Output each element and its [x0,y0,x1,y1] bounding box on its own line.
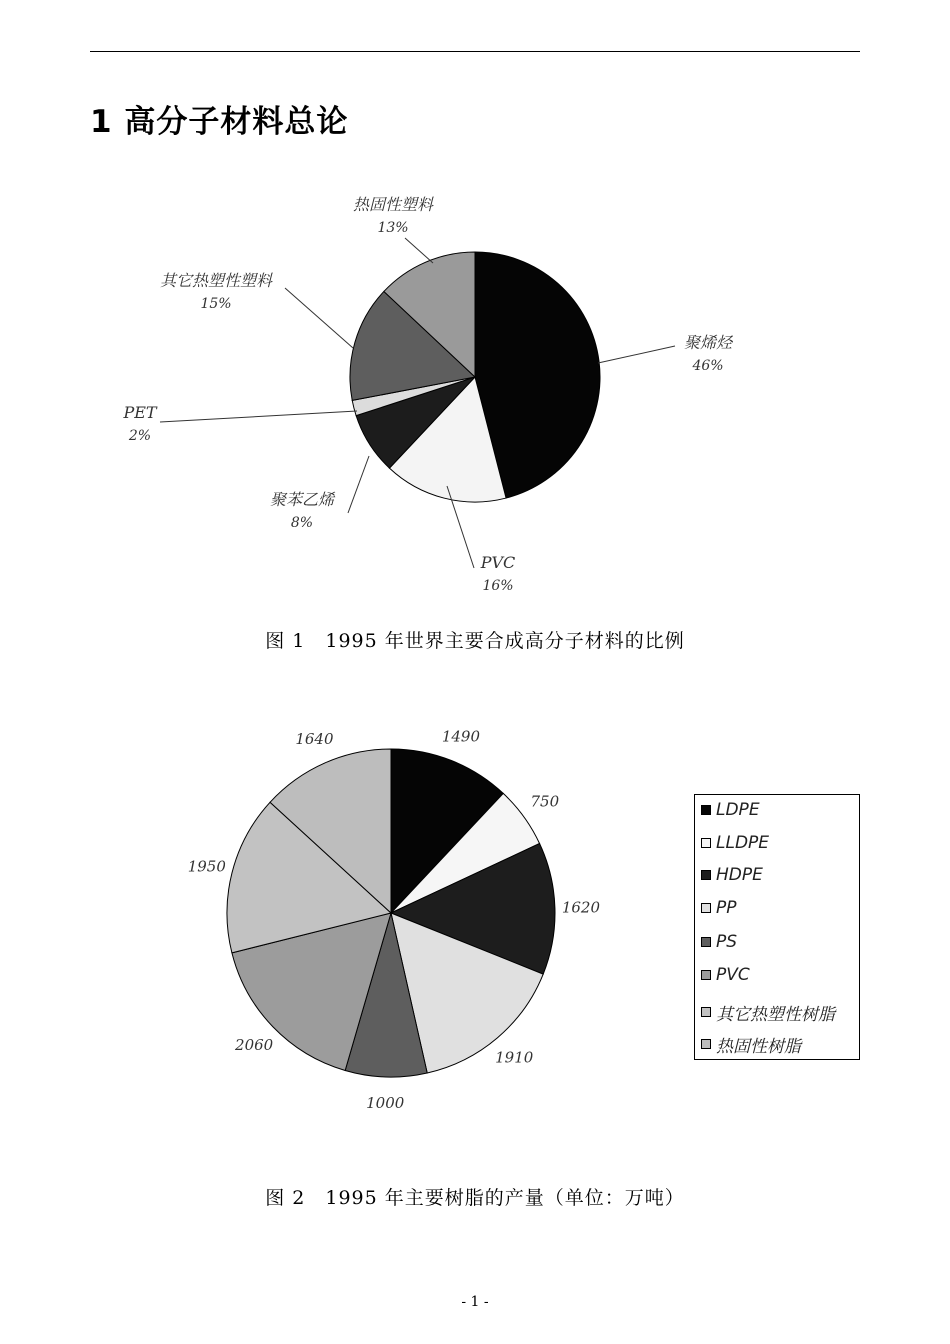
legend-swatch [701,937,711,947]
leader-line [348,456,369,513]
page-number: - 1 - [461,1294,489,1310]
figure-2-caption: 图 2 1995 年主要树脂的产量（单位：万吨） [265,1187,685,1209]
legend-label: LLDPE [716,833,770,853]
legend-item [701,896,737,920]
legend-swatch [701,970,711,980]
legend-swatch [701,903,711,913]
legend-label: PS [716,932,738,952]
legend-label: PVC [716,965,750,985]
legend-item [701,863,763,887]
legend-item [701,1000,835,1024]
legend-label: LDPE [716,800,760,820]
legend-swatch [701,838,711,848]
legend-item [701,798,760,822]
slice-value-label: 16% [482,578,514,594]
slice-value-label: 1910 [495,1048,534,1067]
slice-category-label: 其它热塑性塑料 [159,271,273,290]
slice-value-label: 13% [377,220,409,236]
legend-item [701,831,769,855]
legend-item [701,963,750,987]
slice-value-label: 1620 [561,898,601,917]
legend-label: PP [716,898,737,918]
leader-line [405,238,433,263]
slice-value-label: 8% [290,515,314,531]
slice-category-label: 聚苯乙烯 [269,490,335,509]
chart-2-legend [694,794,860,1060]
slice-category-label: 热固性塑料 [352,195,434,214]
slice-value-label: 1000 [366,1093,405,1112]
slice-value-label: 1950 [187,857,226,876]
legend-swatch [701,805,711,815]
header-rule [90,51,860,52]
legend-swatch [701,1007,711,1017]
legend-label: HDPE [716,865,763,885]
figure-1-caption: 图 1 1995 年世界主要合成高分子材料的比例 [265,630,685,652]
section-heading: 1 高分子材料总论 [90,104,349,140]
legend-label: 热固性树脂 [716,1036,801,1057]
pie-chart-resin-production [0,730,680,1130]
legend-item [701,930,737,954]
leader-line [160,411,357,422]
legend-label: 其它热塑性树脂 [716,1004,835,1025]
slice-category-label: PET [123,403,157,422]
slice-value-label: 2060 [235,1035,274,1054]
slice-category-label: PVC [480,553,516,572]
legend-swatch [701,870,711,880]
pie-chart-synthetic-polymers [0,180,950,600]
slice-value-label: 15% [200,296,232,312]
leader-line [285,288,353,348]
legend-swatch [701,1039,711,1049]
leader-line [598,346,675,363]
slice-value-label: 750 [530,792,560,811]
slice-value-label: 1490 [441,730,481,746]
slice-category-label: 聚烯烃 [683,333,733,352]
slice-value-label: 46% [692,358,724,374]
slice-value-label: 2% [128,428,152,444]
slice-value-label: 1640 [295,730,334,749]
legend-item [701,1032,801,1056]
